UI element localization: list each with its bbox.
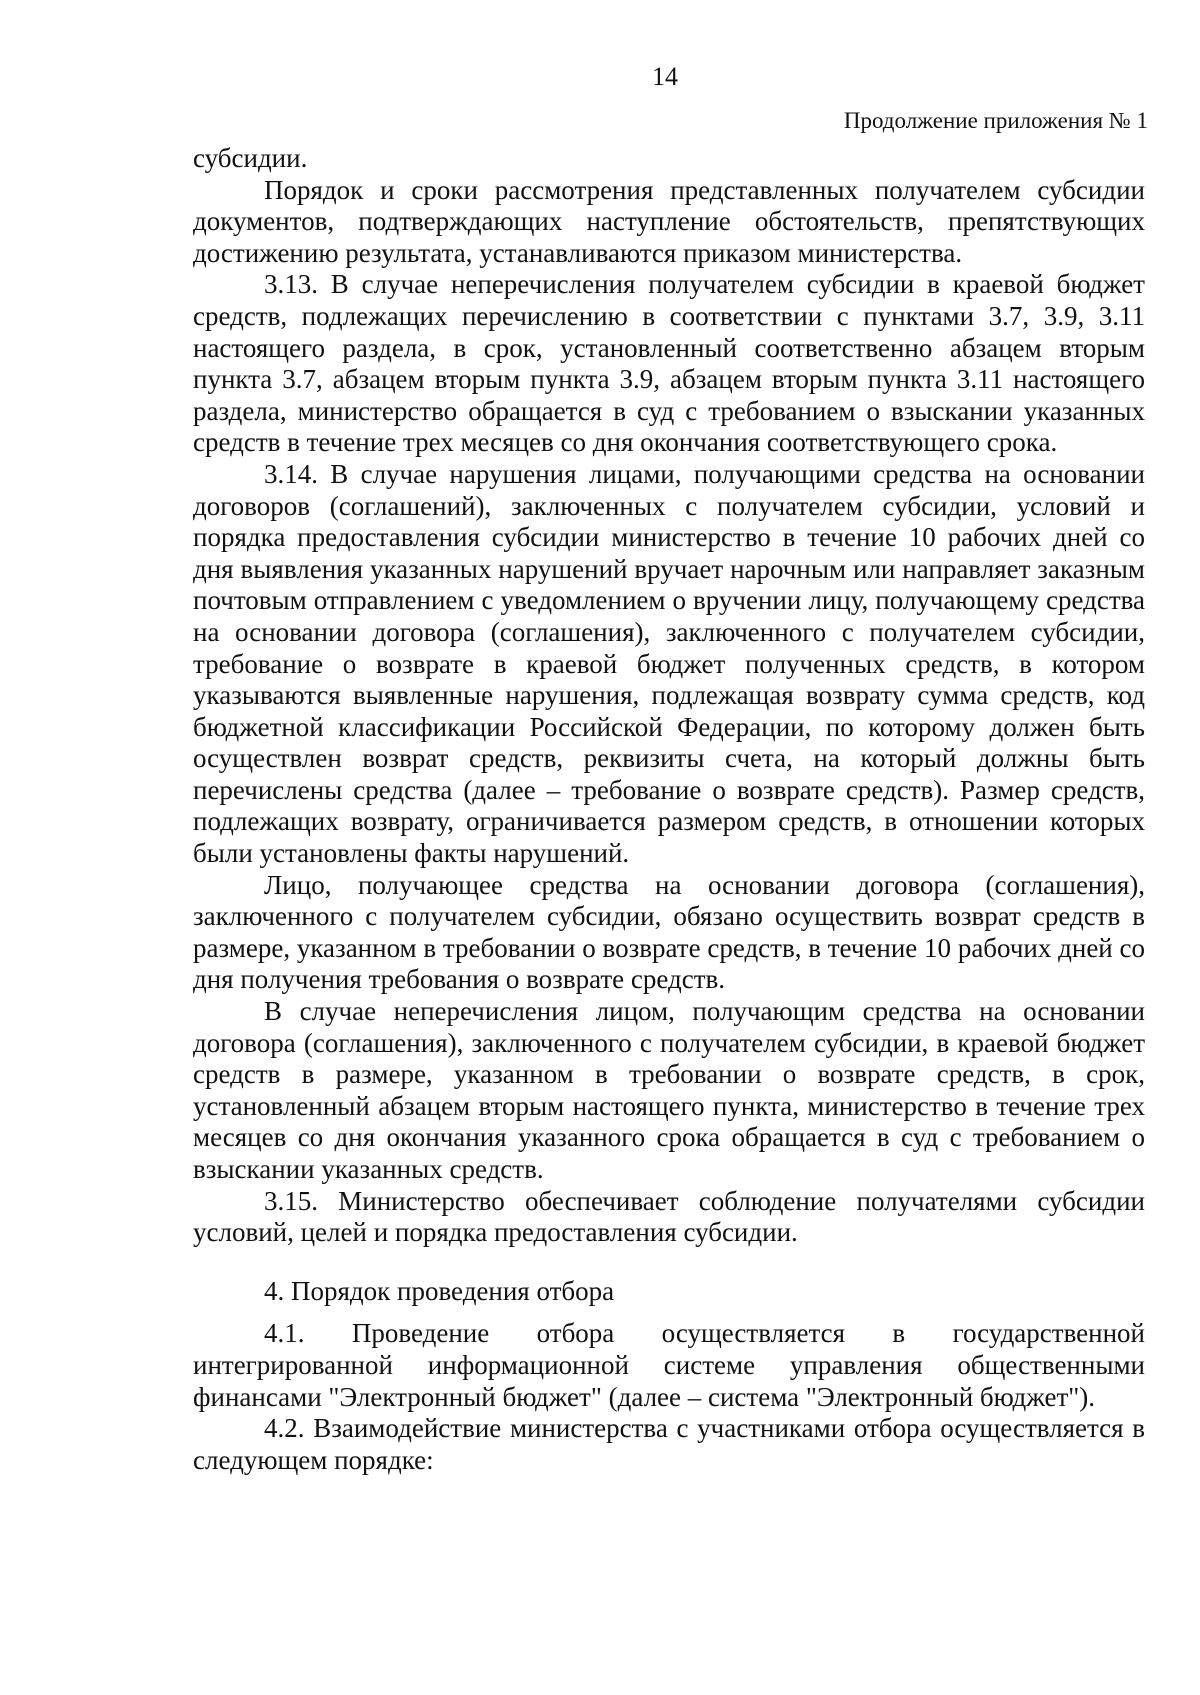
paragraph-4-1: 4.1. Проведение отбора осуществляется в государственной интегрированной информационной системе управления общественными финансами "Электронный бюджет" (далее – система "Электронный бюджет"). xyxy=(193,1318,1145,1412)
paragraph: В случае неперечисления лицом, получающим средства на основании договора (соглашения), заключенного с получателем субсидии, в краевой бюджет средств в размере, указанном в требовании о возврате средств, в срок, установленный абзацем вторым настоящего пункта, министерство в течение трех месяцев со дня окончания указанного срока обращается в суд с требованием о взыскании указанных средств. xyxy=(193,996,1145,1184)
paragraph-continuation: субсидии. xyxy=(193,143,308,173)
appendix-continuation-label: Продолжение приложения № 1 xyxy=(843,108,1148,133)
document-body xyxy=(193,143,1145,1476)
paragraph: Лицо, получающее средства на основании договора (соглашения), заключенного с получателем субсидии, обязано осуществить возврат средств в размере, указанном в требовании о возврате средств, в течение 10 рабочих дней со дня получения требования о возврате средств. xyxy=(193,869,1145,995)
section-heading: 4. Порядок проведения отбора xyxy=(264,1275,615,1306)
paragraph-3-15: 3.15. Министерство обеспечивает соблюдение получателями субсидии условий, целей и порядка предоставления субсидии. xyxy=(193,1185,1145,1248)
paragraph-3-13: 3.13. В случае неперечисления получателем субсидии в краевой бюджет средств, подлежащих перечислению в соответствии с пунктами 3.7, 3.9, 3.11 настоящего раздела, в срок, установленный соответственно абзацем вторым пункта 3.7, абзацем вторым пункта 3.9, абзацем вторым пункта 3.11 настоящего раздела, министерство обращается в суд с требованием о взыскании указанных средств в течение трех месяцев со дня окончания соответствующего срока. xyxy=(193,269,1145,458)
paragraph: Порядок и сроки рассмотрения представленных получателем субсидии документов, подтверждающих наступление обстоятельств, препятствующих достижению результата, устанавливаются приказом министерства. xyxy=(193,174,1145,268)
page-number: 14 xyxy=(652,62,678,91)
paragraph-3-14: 3.14. В случае нарушения лицами, получающими средства на основании договоров (соглашений), заключенных с получателем субсидии, условий и порядка предоставления субсидии министерство в течение 10 рабочих дней со дня выявления указанных нарушений вручает нарочным или направляет заказным почтовым отправлением с уведомлением о вручении лицу, получающему средства на основании договора (соглашения), заключенного с получателем субсидии, требование о возврате в краевой бюджет полученных средств, в котором указываются выявленные нарушения, подлежащая возврату сумма средств, код бюджетной классификации Российской Федерации, по которому должен быть осуществлен возврат средств, реквизиты счета, на который должны быть перечислены средства (далее – требование о возврате средств). Размер средств, подлежащих возврату, ограничивается размером средств, в отношении которых были установлены факты нарушений. xyxy=(193,458,1145,869)
paragraph-4-2: 4.2. Взаимодействие министерства с участниками отбора осуществляется в следующем порядке: xyxy=(193,1413,1145,1475)
